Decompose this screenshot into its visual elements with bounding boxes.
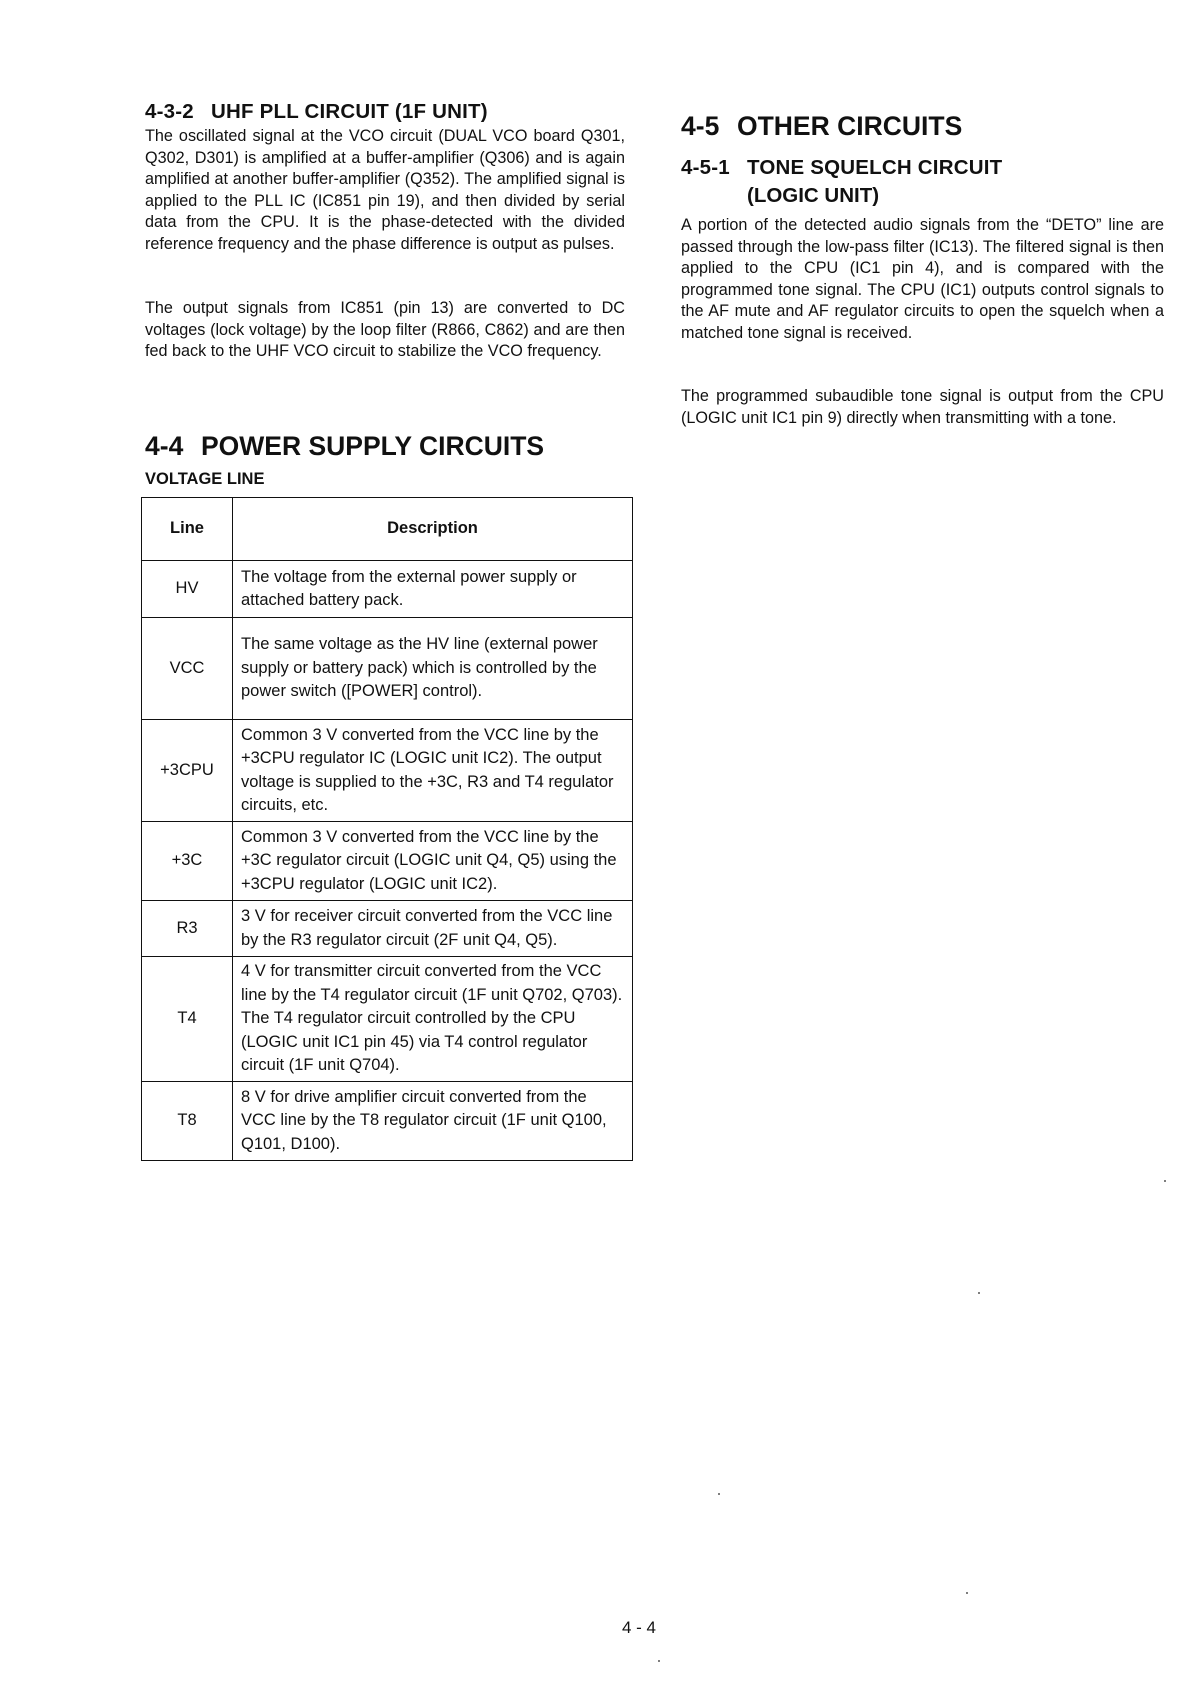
section-number: 4-5 [681, 111, 720, 141]
paragraph-pll-output: The output signals from IC851 (pin 13) are converted to DC voltages (lock voltage) by the loop filter (R866, C862) and are then fed back to the UHF VCO circuit to stabilize the VCO frequency. [145, 299, 625, 361]
line-cell: R3 [142, 901, 233, 957]
table-row [142, 1082, 633, 1161]
description-cell: Common 3 V converted from the VCC line by the +3CPU regulator IC (LOGIC unit IC2). The output voltage is supplied to the +3C, R3 and T4 regulator circuits, etc. [233, 720, 633, 822]
description-cell: The same voltage as the HV line (external power supply or battery pack) which is controlled by the power switch ([POWER] control). [233, 618, 633, 720]
column-header-description: Description [233, 498, 633, 561]
scan-speck [718, 1493, 720, 1495]
table-row [142, 618, 633, 720]
line-cell: +3CPU [142, 720, 233, 822]
scan-speck [1164, 1180, 1166, 1182]
section-title: OTHER CIRCUITS [737, 111, 963, 141]
line-cell: HV [142, 561, 233, 618]
line-cell: VCC [142, 618, 233, 720]
table-caption: VOLTAGE LINE [145, 470, 265, 488]
section-title: UHF PLL CIRCUIT (1F UNIT) [211, 100, 488, 123]
description-cell: Common 3 V converted from the VCC line by the +3C regulator circuit (LOGIC unit Q4, Q5) using the +3CPU regulator (LOGIC unit IC2). [233, 822, 633, 901]
table-row [142, 901, 633, 957]
section-title-line-1: TONE SQUELCH CIRCUIT [747, 156, 1003, 179]
paragraph-tone-squelch: A portion of the detected audio signals from the “DETO” line are passed through the low-pass filter (IC13). The filtered signal is then applied to the CPU (IC1 pin 4), and is compared with the programmed tone signal. The CPU (IC1) outputs control signals to the AF mute and AF regulator circuits to open the squelch when a matched tone signal is received. [681, 216, 1164, 342]
description-cell: The voltage from the external power supply or attached battery pack. [233, 561, 633, 618]
section-heading-4-5 [681, 111, 962, 142]
column-header-line: Line [142, 498, 233, 561]
page-number: 4 - 4 [622, 1618, 657, 1637]
description-cell: 8 V for drive amplifier circuit converted from the VCC line by the T8 regulator circuit (1F unit Q100, Q101, D100). [233, 1082, 633, 1161]
section-number: 4-4 [145, 431, 184, 461]
section-number: 4-3-2 [145, 100, 194, 123]
table-row [142, 720, 633, 822]
description-cell: 4 V for transmitter circuit converted from the VCC line by the T4 regulator circuit (1F unit Q702, Q703). The T4 regulator circuit controlled by the CPU (LOGIC unit IC1 pin 45) via T4 control regulator circuit (1F unit Q704). [233, 957, 633, 1082]
line-cell: T4 [142, 957, 233, 1082]
line-cell: T8 [142, 1082, 233, 1161]
section-number: 4-5-1 [681, 156, 730, 179]
scan-speck [658, 1660, 660, 1662]
table-header-row [142, 498, 633, 561]
table-row [142, 957, 633, 1082]
paragraph-subaudible-tone: The programmed subaudible tone signal is output from the CPU (LOGIC unit IC1 pin 9) directly when transmitting with a tone. [681, 387, 1164, 427]
section-heading-4-5-1 [681, 156, 1002, 180]
scan-speck [978, 1292, 980, 1294]
voltage-line-table [141, 497, 633, 1161]
section-heading-4-3-2 [145, 100, 488, 124]
paragraph-pll-oscillation: The oscillated signal at the VCO circuit (DUAL VCO board Q301, Q302, D301) is amplified at a buffer-amplifier (Q306) and is again amplified at another buffer-amplifier (Q352). The amplified signal is applied to the PLL IC (IC851 pin 19), and then divided by serial data from the CPU. It is the phase-detected with the divided reference frequency and the phase difference is output as pulses. [145, 127, 625, 253]
scan-speck [966, 1592, 968, 1594]
line-cell: +3C [142, 822, 233, 901]
table-row [142, 561, 633, 618]
section-title: POWER SUPPLY CIRCUITS [201, 431, 545, 461]
table-row [142, 822, 633, 901]
section-heading-4-4 [145, 431, 544, 462]
description-cell: 3 V for receiver circuit converted from the VCC line by the R3 regulator circuit (2F unit Q4, Q5). [233, 901, 633, 957]
section-title-line-2: (LOGIC UNIT) [747, 184, 880, 207]
